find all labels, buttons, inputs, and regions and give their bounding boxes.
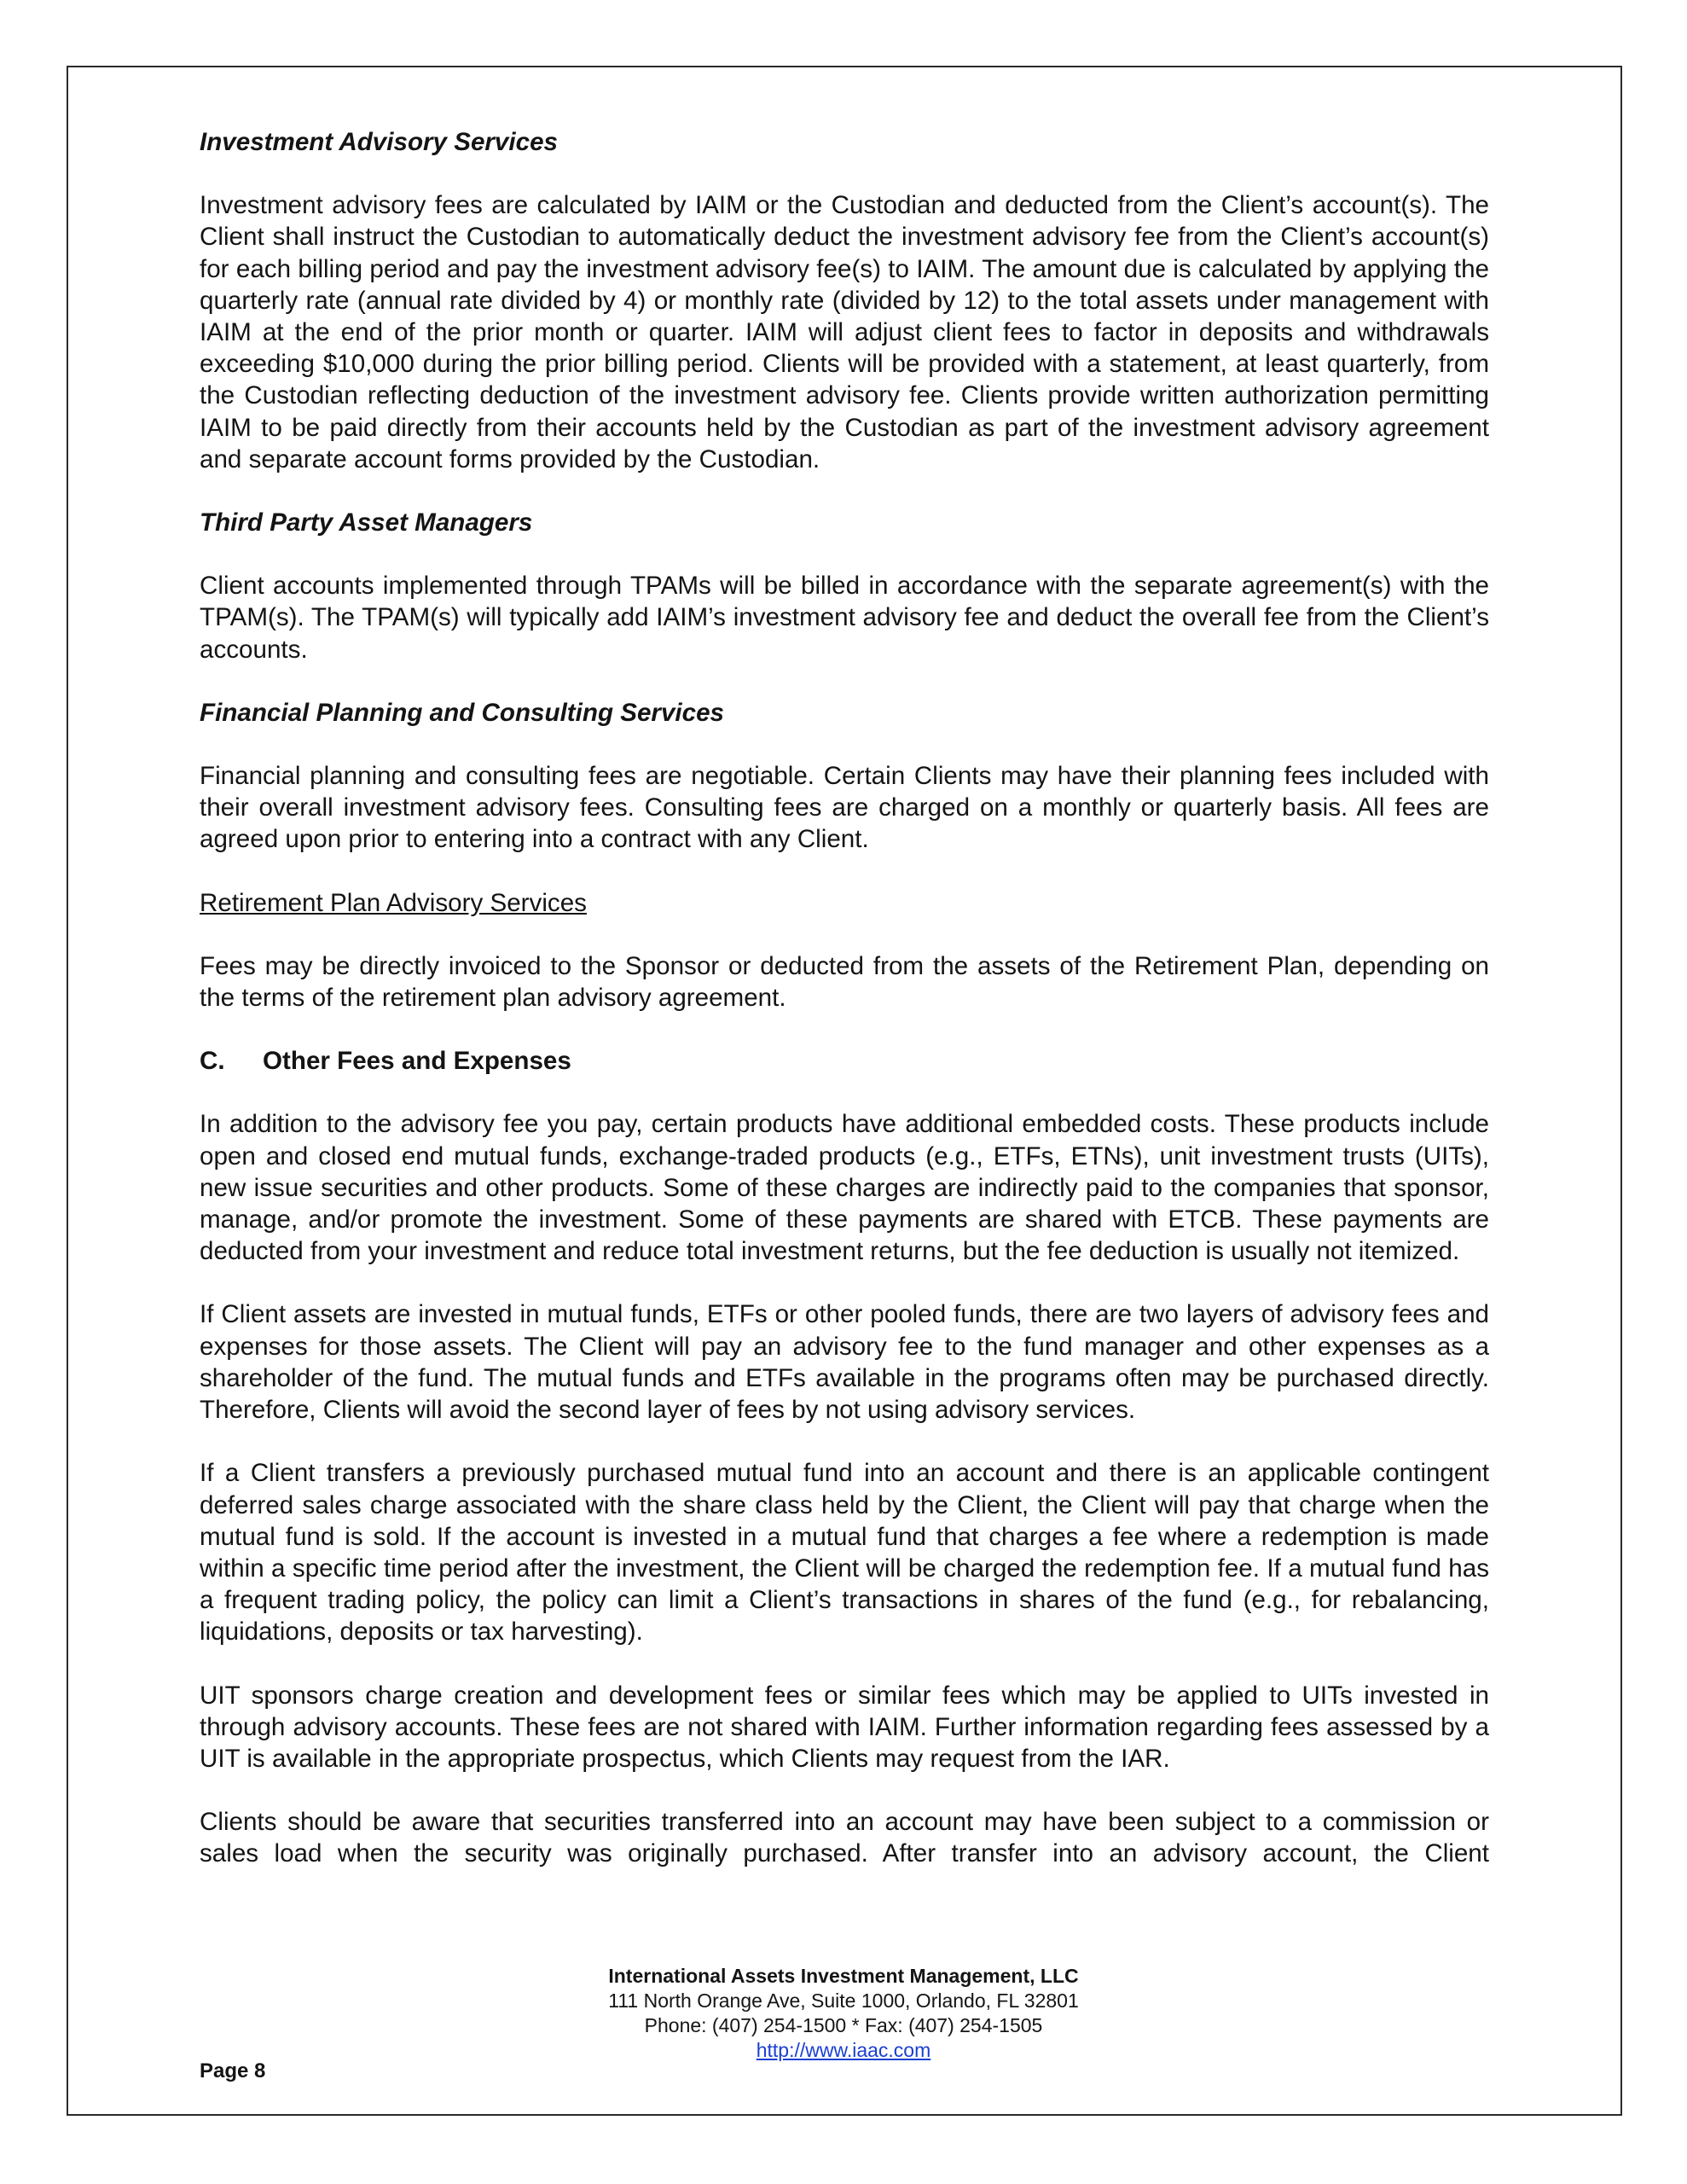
section-heading-other-fees bbox=[200, 1045, 1489, 1077]
footer-website-link[interactable]: http://www.iaac.com bbox=[756, 2039, 931, 2061]
paragraph: Financial planning and consulting fees are negotiable. Certain Clients may have their planning fees included with their overall investment advisory fees. Consulting fees are charged on a monthly or quarterly basis. All fees are agreed upon prior to entering into a contract with any Client. bbox=[200, 762, 1489, 854]
page-footer bbox=[0, 1964, 1687, 2063]
footer-phone: Phone: (407) 254-1500 * Fax: (407) 254-1505 bbox=[644, 2014, 1043, 2036]
section-heading-retirement-plan: Retirement Plan Advisory Services bbox=[200, 888, 587, 917]
paragraph: If Client assets are invested in mutual funds, ETFs or other pooled funds, there are two layers of advisory fees and expenses for those assets. The Client will pay an advisory fee to the fund manager and other expenses as a shareholder of the fund. The mutual funds and ETFs available in the programs often may be purchased directly. Therefore, Clients will avoid the second layer of fees by not using advisory services. bbox=[200, 1300, 1489, 1425]
section-letter: C. bbox=[200, 1047, 225, 1076]
footer-address: 111 North Orange Ave, Suite 1000, Orlando, FL 32801 bbox=[608, 1989, 1079, 2012]
section-heading-financial-planning: Financial Planning and Consulting Services bbox=[200, 698, 725, 727]
paragraph: UIT sponsors charge creation and development fees or similar fees which may be applied to UITs invested in through advisory accounts. These fees are not shared with IAIM. Further information regarding fees assessed by a UIT is available in the appropriate prospectus, which Clients may request from the IAR. bbox=[200, 1681, 1489, 1773]
paragraph: Client accounts implemented through TPAMs will be billed in accordance with the separate agreement(s) with the TPAM(s). The TPAM(s) will typically add IAIM’s investment advisory fee and deduct the overall fee from the Client’s accounts. bbox=[200, 572, 1489, 664]
section-title: Other Fees and Expenses bbox=[263, 1047, 571, 1076]
paragraph: Fees may be directly invoiced to the Sponsor or deducted from the assets of the Retirement Plan, depending on the terms of the retirement plan advisory agreement. bbox=[200, 951, 1489, 1013]
page-number: Page 8 bbox=[200, 2059, 266, 2082]
paragraph: Clients should be aware that securities transferred into an account may have been subject to a commission or sales load when the security was originally purchased. After transfer into an advisory account, the Client bbox=[200, 1808, 1489, 1868]
paragraph: In addition to the advisory fee you pay, certain products have additional embedded costs. These products include open and closed end mutual funds, exchange-traded products (e.g., ETFs, ETNs), unit investment trusts (UITs), new issue securities and other products. Some of these charges are indirectly paid to the companies that sponsor, manage, and/or promote the investment. Some of these payments are shared with ETCB. These payments are deducted from your investment and reduce total investment returns, but the fee deduction is usually not itemized. bbox=[200, 1110, 1489, 1266]
section-heading-investment-advisory: Investment Advisory Services bbox=[200, 128, 558, 156]
paragraph: If a Client transfers a previously purchased mutual fund into an account and there is an applicable contingent deferred sales charge associated with the share class held by the Client, the Client will pay that charge when the mutual fund is sold. If the account is invested in a mutual fund that charges a fee where a redemption is made within a specific time period after the investment, the Client will be charged the redemption fee. If a mutual fund has a frequent trading policy, the policy can limit a Client’s transactions in shares of the fund (e.g., for rebalancing, liquidations, deposits or tax harvesting). bbox=[200, 1459, 1489, 1647]
section-heading-third-party: Third Party Asset Managers bbox=[200, 508, 533, 537]
paragraph: Investment advisory fees are calculated by IAIM or the Custodian and deducted from the Client’s account(s). The Client shall instruct the Custodian to automatically deduct the investment advisory fee from the Client’s account(s) for each billing period and pay the investment advisory fee(s) to IAIM. The amount due is calculated by applying the quarterly rate (annual rate divided by 4) or monthly rate (divided by 12) to the total assets under management with IAIM at the end of the prior month or quarter. IAIM will adjust client fees to factor in deposits and withdrawals exceeding $10,000 during the prior billing period. Clients will be provided with a statement, at least quarterly, from the Custodian reflecting deduction of the investment advisory fee. Clients provide written authorization permitting IAIM to be paid directly from their accounts held by the Custodian as part of the investment advisory agreement and separate account forms provided by the Custodian. bbox=[200, 191, 1489, 473]
footer-company: International Assets Investment Management, LLC bbox=[608, 1965, 1079, 1987]
document-body bbox=[200, 126, 1489, 1870]
